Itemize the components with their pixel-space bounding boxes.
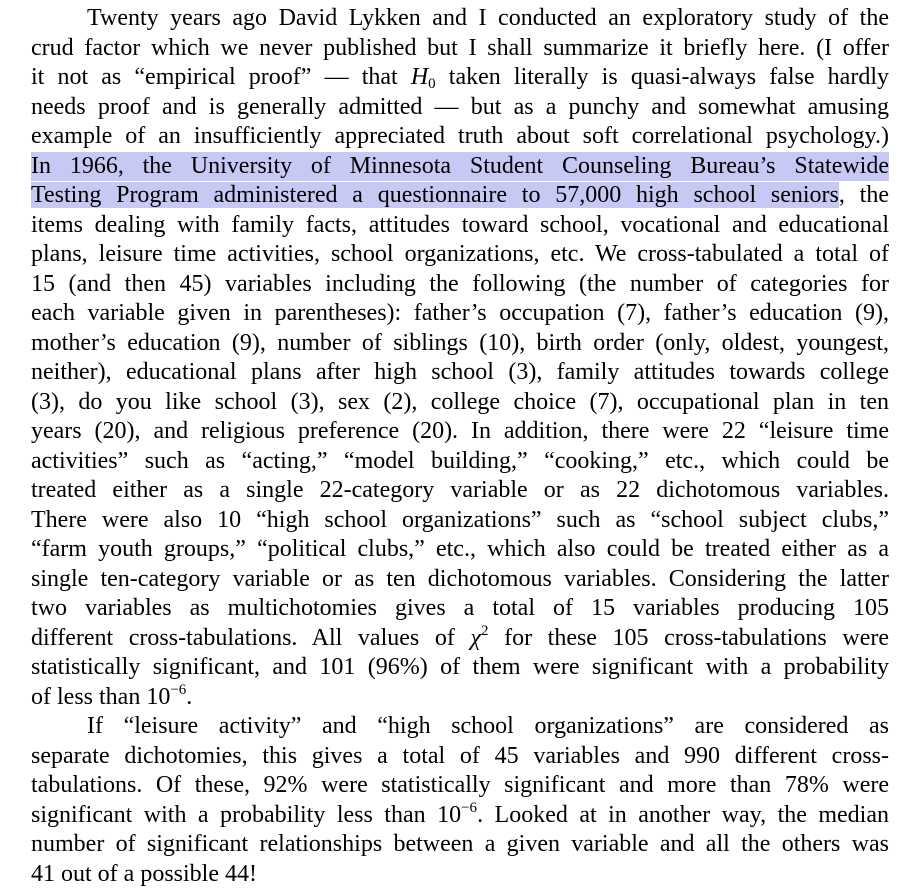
text-line: If “leisure activity” and “high school organizations” are considered as [31,712,889,742]
document-body [31,4,889,889]
h-symbol: H [411,64,428,90]
superscript: 2 [481,623,489,639]
text-line: of less than $10^{-6}$. [31,683,889,713]
text-line: number of significant relationships between a given variable and all the others was [31,830,889,860]
text-line: activities” such as “acting,” “model building,” “cooking,” etc., which could be [31,447,889,477]
text-line: significant with a probability less than $10^{-6}$. Looked at in another way, the median [31,801,889,831]
text-line: two variables as multichotomies gives a total of 15 variables producing 105 [31,594,889,624]
text-line: Testing Program administered a questionnaire to 57,000 high school seniors, the [31,181,889,211]
superscript: −6 [170,682,186,698]
text-line: tabulations. Of these, 92% were statistically significant and more than 78% were [31,771,889,801]
text-line: statistically significant, and 101 (96%) of them were significant with a probability [31,653,889,683]
text-line: Twenty years ago David Lykken and I conducted an exploratory study of the [31,4,889,34]
text-line: “farm youth groups,” “political clubs,” etc., which also could be treated either as a [31,535,889,565]
highlighted-text-line: In 1966, the University of Minnesota Student Counseling Bureau’s Statewide [31,152,889,182]
text-line: crud factor which we never published but I shall summarize it briefly here. (I offer [31,34,889,64]
text-line: it not as “empirical proof” — that $H_0$ taken literally is quasi-always false hardly [31,63,889,93]
paragraph-2 [31,712,889,889]
chi-symbol: χ [470,625,481,651]
text-line: treated either as a single 22-category variable or as 22 dichotomous variables. [31,476,889,506]
text-line: mother’s education (9), number of siblings (10), birth order (only, oldest, youngest, [31,329,889,359]
superscript: −6 [461,800,477,816]
text-line: items dealing with family facts, attitudes toward school, vocational and educational [31,211,889,241]
text-line: 41 out of a possible 44! [31,860,889,889]
text-line: years (20), and religious preference (20). In addition, there were 22 “leisure time [31,417,889,447]
text-line: different cross-tabulations. All values of $\chi^2$ for these 105 cross-tabulations were [31,624,889,654]
text-line: neither), educational plans after high school (3), family attitudes towards college [31,358,889,388]
text-line: single ten-category variable or as ten dichotomous variables. Considering the latter [31,565,889,595]
text-line: There were also 10 “high school organizations” such as “school subject clubs,” [31,506,889,536]
text-line: plans, leisure time activities, school organizations, etc. We cross-tabulated a total of [31,240,889,270]
text-line: (3), do you like school (3), sex (2), college choice (7), occupational plan in ten [31,388,889,418]
text-line: needs proof and is generally admitted — but as a punchy and somewhat amusing [31,93,889,123]
text-line: each variable given in parentheses): father’s occupation (7), father’s education (9), [31,299,889,329]
text-line: 15 (and then 45) variables including the following (the number of categories for [31,270,889,300]
text-line: separate dichotomies, this gives a total of 45 variables and 990 different cross- [31,742,889,772]
text-line: example of an insufficiently appreciated truth about soft correlational psychology.) [31,122,889,152]
paragraph-1 [31,4,889,712]
highlighted-text: Testing Program administered a questionnaire to 57,000 high school seniors [31,182,839,208]
subscript: 0 [428,76,436,92]
